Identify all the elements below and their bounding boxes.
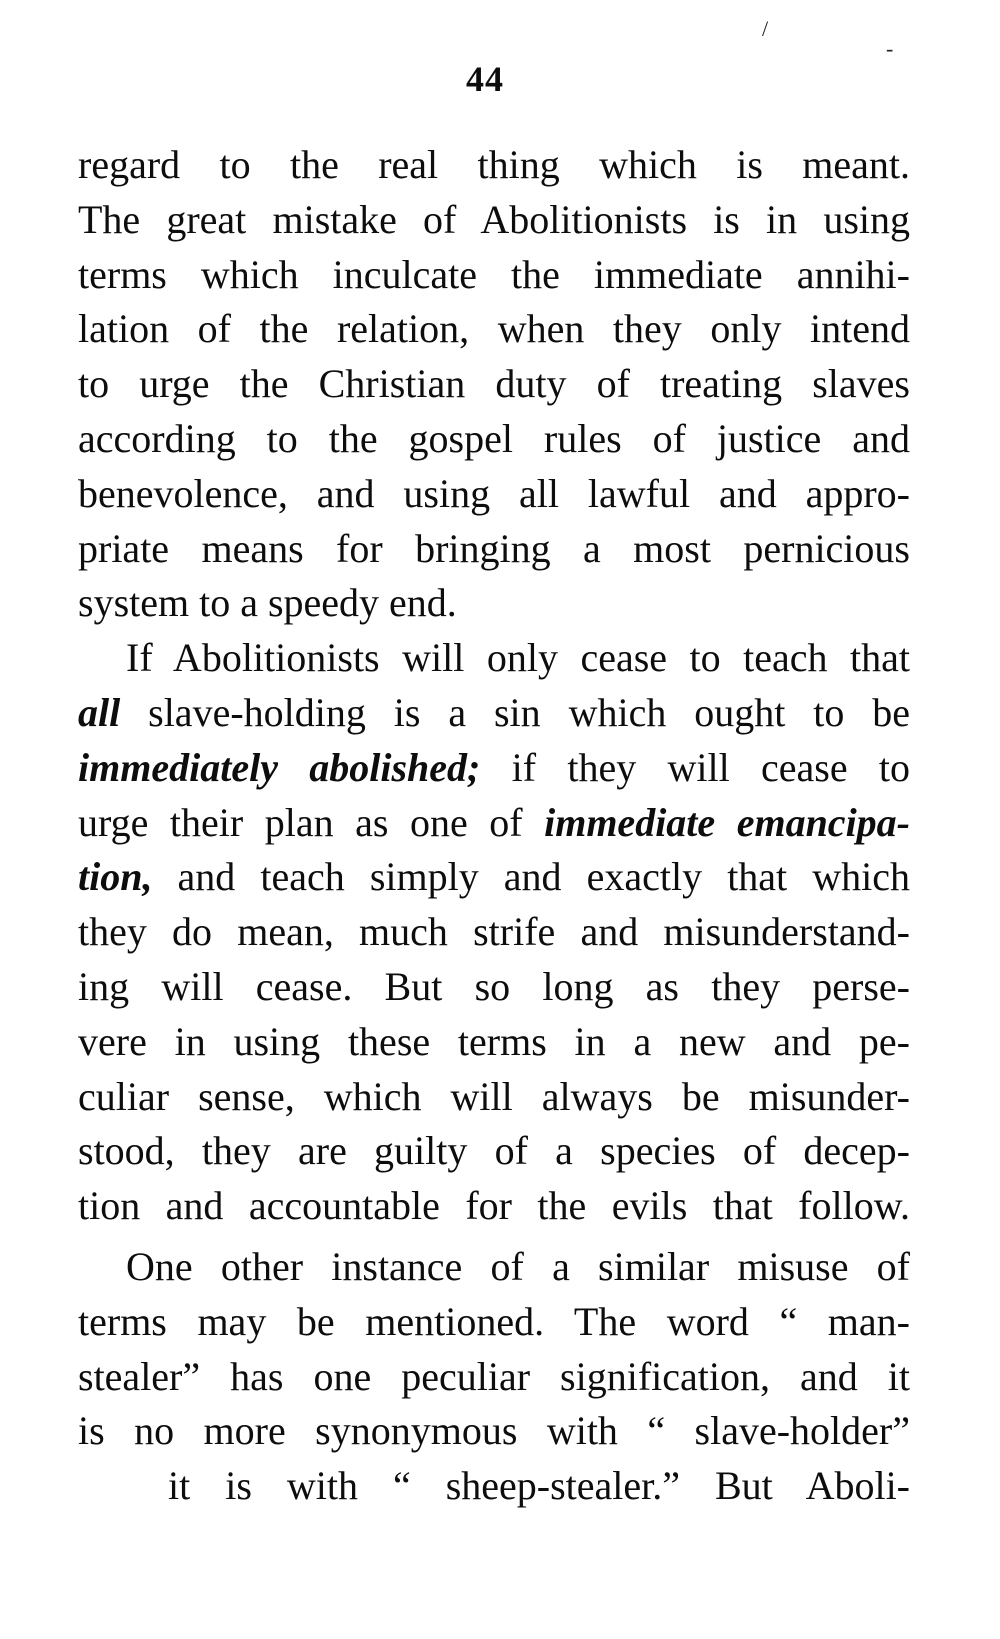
- text-line: according to the gospel rules of justice and: [78, 415, 910, 461]
- text-span: and teach simply and exactly that which: [152, 854, 910, 900]
- text-line: [78, 850, 910, 905]
- text-span: urge their plan as one of: [78, 799, 545, 845]
- text-span: if they will cease to: [480, 744, 910, 790]
- text-line: benevolence, and using all lawful and appro-: [78, 470, 910, 516]
- text-line: [78, 1015, 910, 1070]
- text-line: priate means for bringing a most pernicious: [78, 525, 910, 571]
- text-line: lation of the relation, when they only intend: [78, 306, 910, 352]
- text-line: system to a speedy end.: [78, 580, 457, 626]
- text-span: tion and accountable for the evils that follow.: [78, 1183, 910, 1229]
- text-span: stood, they are guilty of a species of decep-: [78, 1128, 910, 1174]
- text-line: [78, 1070, 910, 1125]
- paragraph: [78, 631, 910, 1234]
- text-span: they do mean, much strife and misunderstand-: [78, 909, 910, 955]
- text-span: vere in using these terms in a new and pe-: [78, 1018, 910, 1064]
- text-line: is no more synonymous with “ slave-holder”: [78, 1408, 910, 1454]
- text-line: stealer” has one peculiar signification, and it: [78, 1353, 910, 1399]
- text-span: If Abolitionists will only cease to teach that: [126, 635, 910, 681]
- margin-mark: -: [886, 36, 894, 61]
- text-line: terms which inculcate the immediate annihi-: [78, 251, 910, 297]
- text-line: it is with “ sheep-stealer.” But Aboli-: [168, 1463, 910, 1509]
- paragraph: [78, 138, 910, 631]
- text-line: [78, 741, 910, 796]
- text-line: to urge the Christian duty of treating slaves: [78, 361, 910, 407]
- text-line: [78, 1124, 910, 1179]
- italic-span: immediately abolished;: [78, 744, 481, 790]
- text-line: [78, 1179, 910, 1234]
- body-text: [78, 138, 910, 1514]
- text-line: [78, 960, 910, 1015]
- text-line: [78, 796, 910, 851]
- italic-span: tion,: [78, 854, 153, 900]
- margin-mark: /: [762, 16, 769, 41]
- italic-span: all: [78, 689, 121, 735]
- text-line: One other instance of a similar misuse of: [126, 1243, 910, 1289]
- text-line: [78, 631, 910, 686]
- text-span: culiar sense, which will always be misunder-: [78, 1073, 910, 1119]
- paragraph: [78, 1240, 910, 1514]
- italic-span: immediate emancipa-: [544, 799, 910, 845]
- text-line: [78, 686, 910, 741]
- text-line: [78, 905, 910, 960]
- text-span: ing will cease. But so long as they perse-: [78, 963, 910, 1009]
- text-line: The great mistake of Abolitionists is in using: [78, 196, 910, 242]
- text-line: regard to the real thing which is meant.: [78, 142, 910, 187]
- text-line: terms may be mentioned. The word “ man-: [78, 1298, 910, 1344]
- page-number: 44: [466, 59, 504, 99]
- text-span: slave-holding is a sin which ought to be: [120, 689, 910, 735]
